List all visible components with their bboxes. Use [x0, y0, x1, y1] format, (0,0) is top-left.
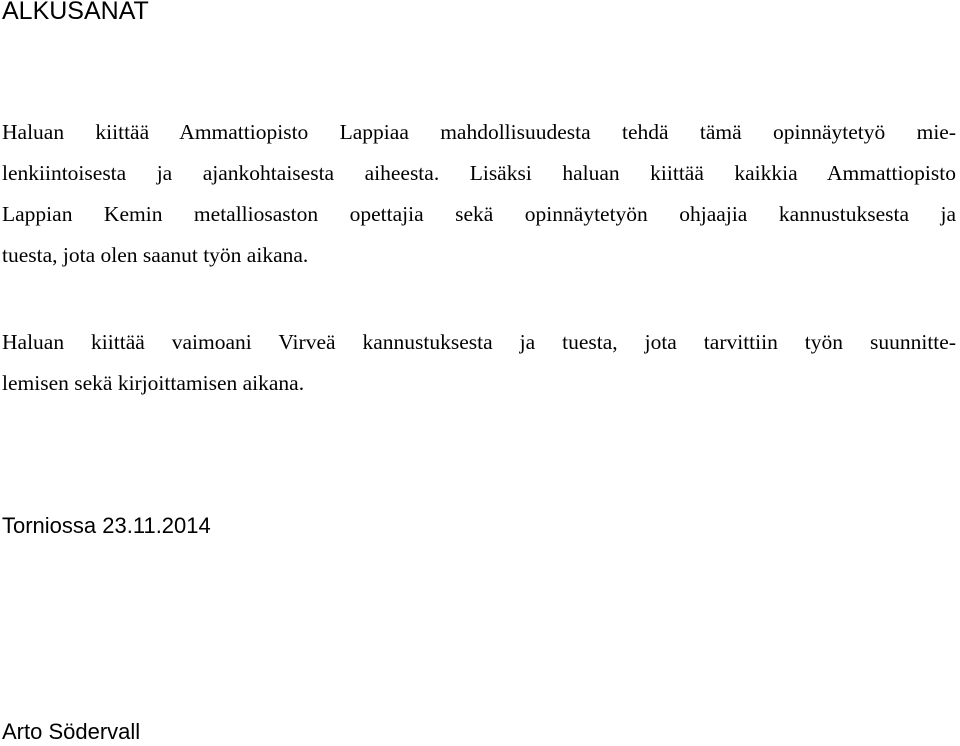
text-line: Lappian Kemin metalliosaston opettajia sekä opinnäytetyön ohjaajia kannustuksesta ja — [2, 202, 956, 226]
text-line: lenkiintoisesta ja ajankohtaisesta aiheesta. Lisäksi haluan kiittää kaikkia Ammattiopisto — [2, 161, 956, 185]
text-line: Haluan kiittää vaimoani Virveä kannustuksesta ja tuesta, jota tarvittiin työn suunnitte- — [2, 330, 956, 354]
page-heading: ALKUSANAT — [2, 0, 149, 25]
text-line: Haluan kiittää Ammattiopisto Lappiaa mahdollisuudesta tehdä tämä opinnäytetyö mie- — [2, 120, 956, 144]
author-signature: Arto Södervall — [2, 719, 141, 744]
place-and-date: Torniossa 23.11.2014 — [2, 513, 211, 538]
acknowledgement-paragraph-1 — [2, 112, 956, 276]
acknowledgement-paragraph-2 — [2, 322, 956, 404]
text-line: tuesta, jota olen saanut työn aikana. — [2, 243, 309, 267]
text-line: lemisen sekä kirjoittamisen aikana. — [2, 371, 305, 395]
